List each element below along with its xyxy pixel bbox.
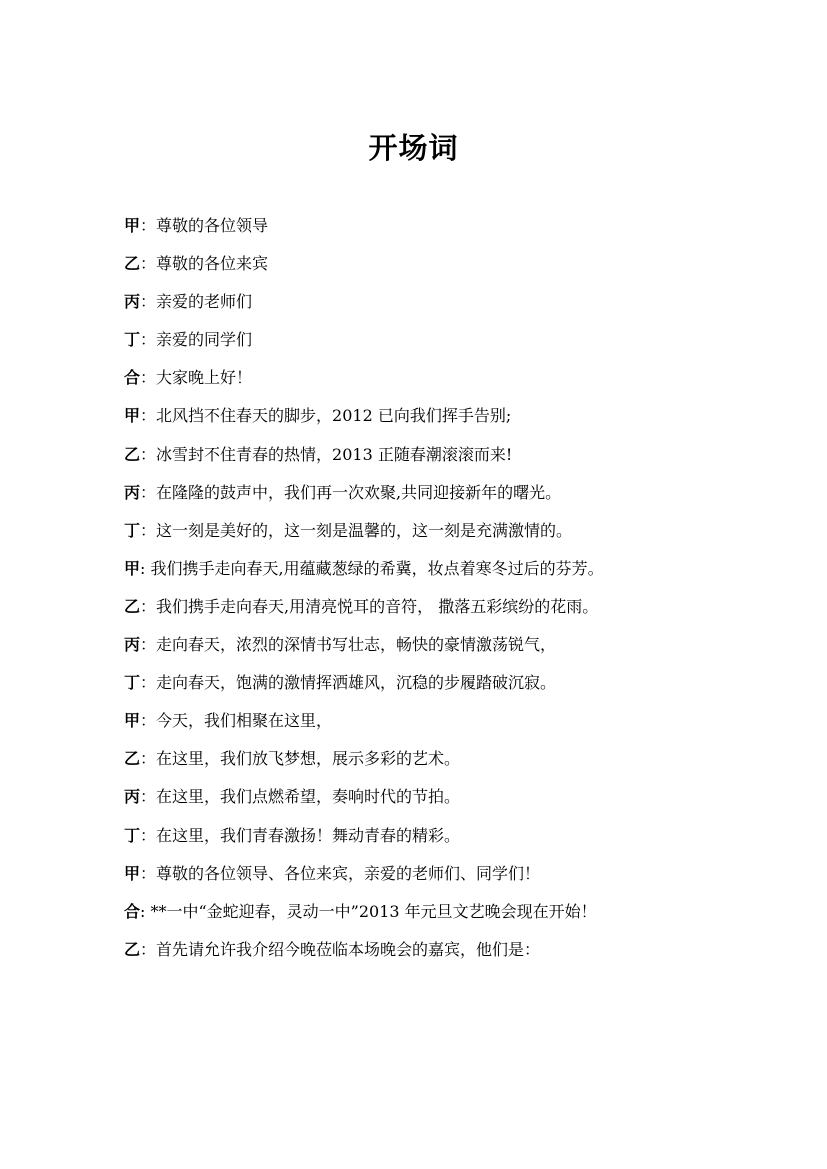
speaker-separator: ：: [140, 673, 157, 693]
line-text: 首先请允许我介绍今晚莅临本场晚会的嘉宾，他们是：: [156, 939, 541, 959]
speaker-separator: ：: [140, 711, 157, 731]
script-line: [124, 893, 764, 931]
line-text: 我们携手走向春天,用清亮悦耳的音符， 撒落五彩缤纷的花雨。: [156, 596, 599, 616]
speaker-label: 丁: [124, 673, 141, 693]
speaker-label: 甲: [124, 711, 141, 731]
script-line: [124, 474, 764, 512]
line-text: 走向春天，浓烈的深情书写壮志，畅快的豪情激荡锐气，: [156, 635, 557, 655]
script-line: [124, 436, 764, 474]
speaker-separator: :: [140, 901, 151, 921]
line-text: 今天，我们相聚在这里，: [156, 711, 333, 731]
script-line: [124, 359, 764, 397]
speaker-separator: ：: [140, 330, 157, 350]
line-text: 北风挡不住春天的脚步，2012 已向我们挥手告别;: [156, 406, 512, 426]
speaker-separator: ：: [140, 596, 157, 616]
script-line: [124, 207, 764, 245]
line-text: 尊敬的各位领导: [156, 216, 269, 235]
script-line: [124, 512, 764, 550]
line-text: 走向春天，饱满的激情挥洒雄风，沉稳的步履踏破沉寂。: [156, 673, 557, 693]
line-text: 尊敬的各位领导、各位来宾，亲爱的老师们、同学们！: [156, 863, 541, 883]
speaker-separator: ：: [140, 749, 157, 769]
line-text: 亲爱的同学们: [156, 330, 253, 350]
speaker-separator: ：: [140, 254, 157, 274]
speaker-label: 乙: [124, 254, 141, 274]
speaker-label: 丙: [124, 292, 141, 312]
line-text: 在这里，我们青春激扬！舞动青春的精彩。: [156, 825, 461, 845]
speaker-separator: ：: [140, 292, 157, 312]
speaker-separator: ：: [140, 406, 157, 426]
page-title: 开场词: [368, 131, 459, 165]
script-line: [124, 245, 764, 283]
script-line: [124, 740, 764, 778]
speaker-label: 甲: [124, 558, 141, 578]
speaker-separator: ：: [140, 939, 157, 959]
speaker-separator: ：: [140, 863, 157, 883]
line-text: 冰雪封不住青春的热情，2013 正随春潮滚滚而来!: [156, 444, 513, 464]
line-text: 亲爱的老师们: [156, 292, 253, 312]
line-text: 尊敬的各位来宾: [156, 254, 269, 274]
speaker-label: 甲: [124, 216, 141, 235]
speaker-label: 丙: [124, 635, 141, 655]
script-line: [124, 817, 764, 855]
line-text: 我们携手走向春天,用蕴藏葱绿的希冀，妆点着寒冬过后的芬芳。: [150, 558, 604, 578]
script-line: [124, 626, 764, 664]
script-line: [124, 321, 764, 359]
speaker-separator: ：: [140, 482, 157, 502]
script-line: [124, 855, 764, 893]
speaker-label: 丙: [124, 482, 141, 502]
speaker-separator: ：: [140, 635, 157, 655]
script-line: [124, 702, 764, 740]
script-line: [124, 931, 764, 969]
speaker-label: 乙: [124, 749, 141, 769]
line-text: 大家晚上好！: [156, 368, 253, 388]
speaker-separator: ：: [140, 216, 157, 235]
speaker-label: 合: [124, 368, 141, 388]
speaker-label: 合: [124, 901, 141, 921]
speaker-separator: ：: [140, 368, 157, 388]
speaker-label: 乙: [124, 596, 141, 616]
speaker-label: 甲: [124, 406, 141, 426]
speaker-label: 丁: [124, 330, 141, 350]
speaker-separator: ：: [140, 787, 157, 807]
speaker-label: 甲: [124, 863, 141, 883]
line-text: **一中“金蛇迎春，灵动一中”2013 年元旦文艺晚会现在开始！: [150, 901, 597, 921]
script-line: [124, 588, 764, 626]
speaker-label: 丙: [124, 787, 141, 807]
script-line: [124, 550, 764, 588]
speaker-label: 乙: [124, 939, 141, 959]
speaker-separator: ：: [140, 444, 157, 464]
line-text: 在隆隆的鼓声中，我们再一次欢聚,共同迎接新年的曙光。: [156, 482, 562, 502]
speaker-label: 丁: [124, 520, 141, 540]
line-text: 在这里，我们放飞梦想，展示多彩的艺术。: [156, 749, 461, 769]
script-line: [124, 664, 764, 702]
script-line: [124, 397, 764, 435]
speaker-separator: ：: [140, 825, 157, 845]
speaker-separator: ：: [140, 520, 157, 540]
script-line: [124, 778, 764, 816]
script-lines: [124, 207, 764, 969]
line-text: 在这里，我们点燃希望，奏响时代的节拍。: [156, 787, 461, 807]
speaker-label: 乙: [124, 444, 141, 464]
script-line: [124, 283, 764, 321]
speaker-separator: :: [140, 558, 151, 578]
speaker-label: 丁: [124, 825, 141, 845]
line-text: 这一刻是美好的，这一刻是温馨的，这一刻是充满激情的。: [156, 520, 573, 540]
